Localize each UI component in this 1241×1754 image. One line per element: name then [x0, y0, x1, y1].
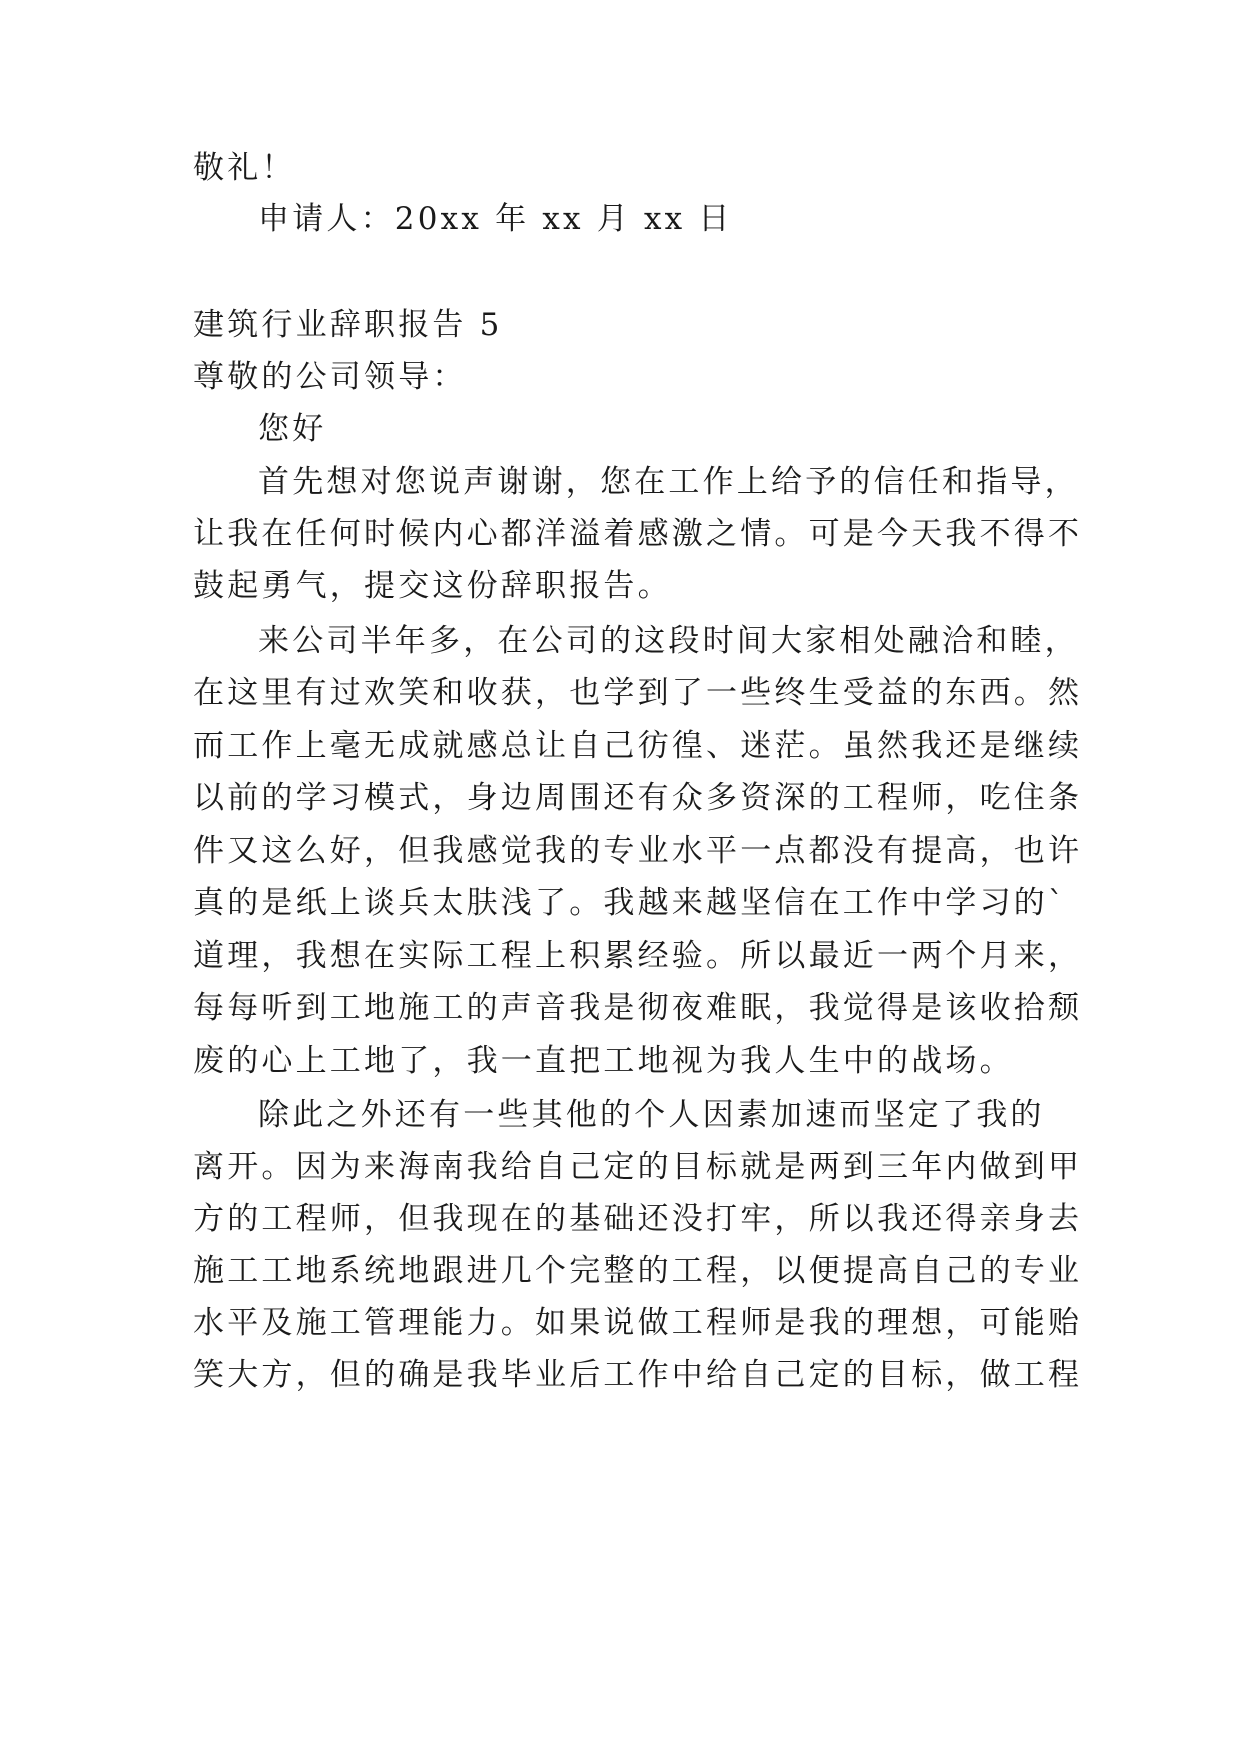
closing-text: 敬礼！	[193, 150, 296, 186]
paragraph-line: 离开。因为来海南我给自己定的目标就是两到三年内做到甲	[193, 1149, 1083, 1185]
paragraph-line: 废的心上工地了，我一直把工地视为我人生中的战场。	[193, 1043, 1014, 1079]
report-title: 建筑行业辞职报告 5	[193, 307, 503, 343]
paragraph-line: 来公司半年多，在公司的这段时间大家相处融洽和睦，	[258, 623, 1079, 659]
paragraph-line: 而工作上毫无成就感总让自己彷徨、迷茫。虽然我还是继续	[193, 728, 1083, 764]
signature-line: 申请人：20xx 年 xx 月 xx 日	[258, 201, 733, 237]
paragraph-line: 方的工程师，但我现在的基础还没打牢，所以我还得亲身去	[193, 1201, 1083, 1237]
paragraph-line: 除此之外还有一些其他的个人因素加速而坚定了我的	[258, 1097, 1045, 1133]
paragraph-line: 鼓起勇气，提交这份辞职报告。	[193, 568, 672, 604]
paragraph-line: 施工工地系统地跟进几个完整的工程，以便提高自己的专业	[193, 1253, 1083, 1289]
paragraph-line: 笑大方，但的确是我毕业后工作中给自己定的目标，做工程	[193, 1357, 1083, 1393]
paragraph-line: 在这里有过欢笑和收获，也学到了一些终生受益的东西。然	[193, 675, 1083, 711]
greeting: 您好	[258, 411, 327, 447]
salutation: 尊敬的公司领导：	[193, 359, 467, 395]
paragraph-line: 件又这么好，但我感觉我的专业水平一点都没有提高，也许	[193, 833, 1083, 869]
paragraph-line: 每每听到工地施工的声音我是彻夜难眠，我觉得是该收拾颓	[193, 990, 1083, 1026]
paragraph-line: 水平及施工管理能力。如果说做工程师是我的理想，可能贻	[193, 1305, 1083, 1341]
paragraph-line: 真的是纸上谈兵太肤浅了。我越来越坚信在工作中学习的`	[193, 885, 1067, 921]
paragraph-line: 首先想对您说声谢谢，您在工作上给予的信任和指导，	[258, 464, 1079, 500]
paragraph-line: 以前的学习模式，身边周围还有众多资深的工程师，吃住条	[193, 780, 1083, 816]
paragraph-line: 道理，我想在实际工程上积累经验。所以最近一两个月来，	[193, 938, 1083, 974]
paragraph-line: 让我在任何时候内心都洋溢着感激之情。可是今天我不得不	[193, 516, 1083, 552]
